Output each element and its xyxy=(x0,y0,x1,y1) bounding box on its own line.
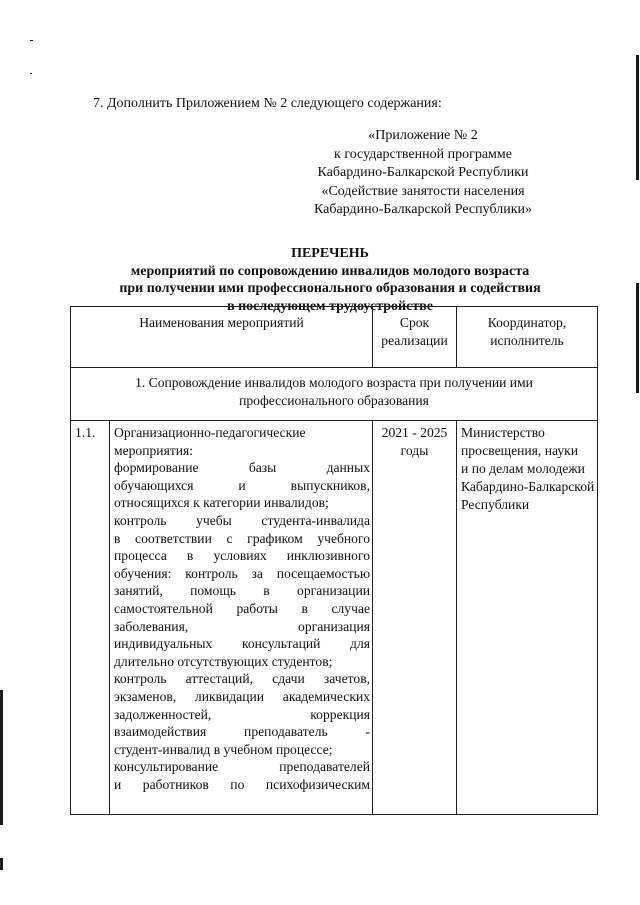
description-line: студент-инвалид в учебном процессе; xyxy=(114,741,333,757)
coordinator-line: просвещения, науки xyxy=(461,443,579,458)
description-line: процесса в условиях инклюзивного xyxy=(114,548,371,564)
description-line: обучающихся и выпускников, xyxy=(114,477,371,493)
title-line: при получении ими профессионального образования и содействия xyxy=(119,281,541,296)
description-line: в соответствии с графиком учебного xyxy=(114,530,371,546)
table-row xyxy=(71,421,598,815)
title-heading: ПЕРЕЧЕНЬ xyxy=(291,246,369,261)
coordinator-line: Кабардино-Балкарской xyxy=(461,479,595,494)
scan-mark xyxy=(30,40,33,41)
description-line: формирование базы данных xyxy=(114,460,371,476)
description-line: мероприятия: xyxy=(114,442,194,458)
description-line: относящихся к категории инвалидов; xyxy=(114,495,329,511)
scan-mark xyxy=(0,858,3,870)
section-row xyxy=(71,368,598,421)
scan-mark xyxy=(636,283,639,393)
document-title xyxy=(80,245,580,315)
row-coordinator xyxy=(457,421,598,815)
description-line: самостоятельной работы в случае xyxy=(114,600,371,616)
title-line: мероприятий по сопровождению инвалидов молодого возраста xyxy=(130,263,530,279)
appendix-heading xyxy=(300,127,546,220)
scan-mark xyxy=(30,73,32,74)
row-term xyxy=(373,421,457,815)
description-line: длительно отсутствующих студентов; xyxy=(114,653,333,669)
scan-mark xyxy=(636,55,639,180)
description-line: взаимодействия преподаватель - xyxy=(114,724,371,740)
table-header-row xyxy=(71,307,598,368)
coordinator-line: и по делам молодежи xyxy=(461,461,585,476)
title-line: в последующем трудоустройстве xyxy=(227,298,433,314)
description-line: заболевания, организация xyxy=(114,618,371,634)
row-description xyxy=(110,421,373,815)
header-name: Наименования мероприятий xyxy=(71,307,373,368)
header-term: Срок реализации xyxy=(373,307,457,368)
description-line: Организационно-педагогические xyxy=(114,425,306,440)
header-coordinator: Координатор, исполнитель xyxy=(457,307,598,368)
amendment-intro: 7. Дополнить Приложением № 2 следующего содержания: xyxy=(93,96,442,111)
description-line: и работников по психофизическим xyxy=(114,776,371,792)
measures-table xyxy=(70,306,598,815)
appendix-line: «Приложение № 2 xyxy=(368,128,478,143)
scan-mark xyxy=(0,690,3,825)
description-line: консультирование преподавателей xyxy=(114,759,371,775)
description-line: задолженностей, коррекция xyxy=(114,706,371,722)
description-line: экзаменов, ликвидации академических xyxy=(114,688,371,704)
row-number: 1.1. xyxy=(71,421,110,815)
coordinator-line: Республики xyxy=(461,497,530,512)
section-title: 1. Сопровождение инвалидов молодого возраста при получении ими профессионального образования xyxy=(71,368,598,421)
coordinator-line: Министерство xyxy=(461,425,545,440)
description-line: занятий, помощь в организации xyxy=(114,583,371,599)
appendix-line: Кабардино-Балкарской Республики» xyxy=(314,202,532,217)
term-line: 2021 - 2025 xyxy=(381,425,448,440)
appendix-line: Кабардино-Балкарской Республики xyxy=(317,165,529,180)
description-line: контроль аттестаций, сдачи зачетов, xyxy=(114,671,371,687)
description-line: обучения: контроль за посещаемостью xyxy=(114,565,371,581)
appendix-line: к государственной программе xyxy=(334,146,512,162)
term-line: годы xyxy=(400,443,429,458)
description-line: индивидуальных консультаций для xyxy=(114,636,371,652)
description-line: контроль учебы студента-инвалида xyxy=(114,512,371,528)
appendix-line: «Содействие занятости населения xyxy=(321,183,525,199)
